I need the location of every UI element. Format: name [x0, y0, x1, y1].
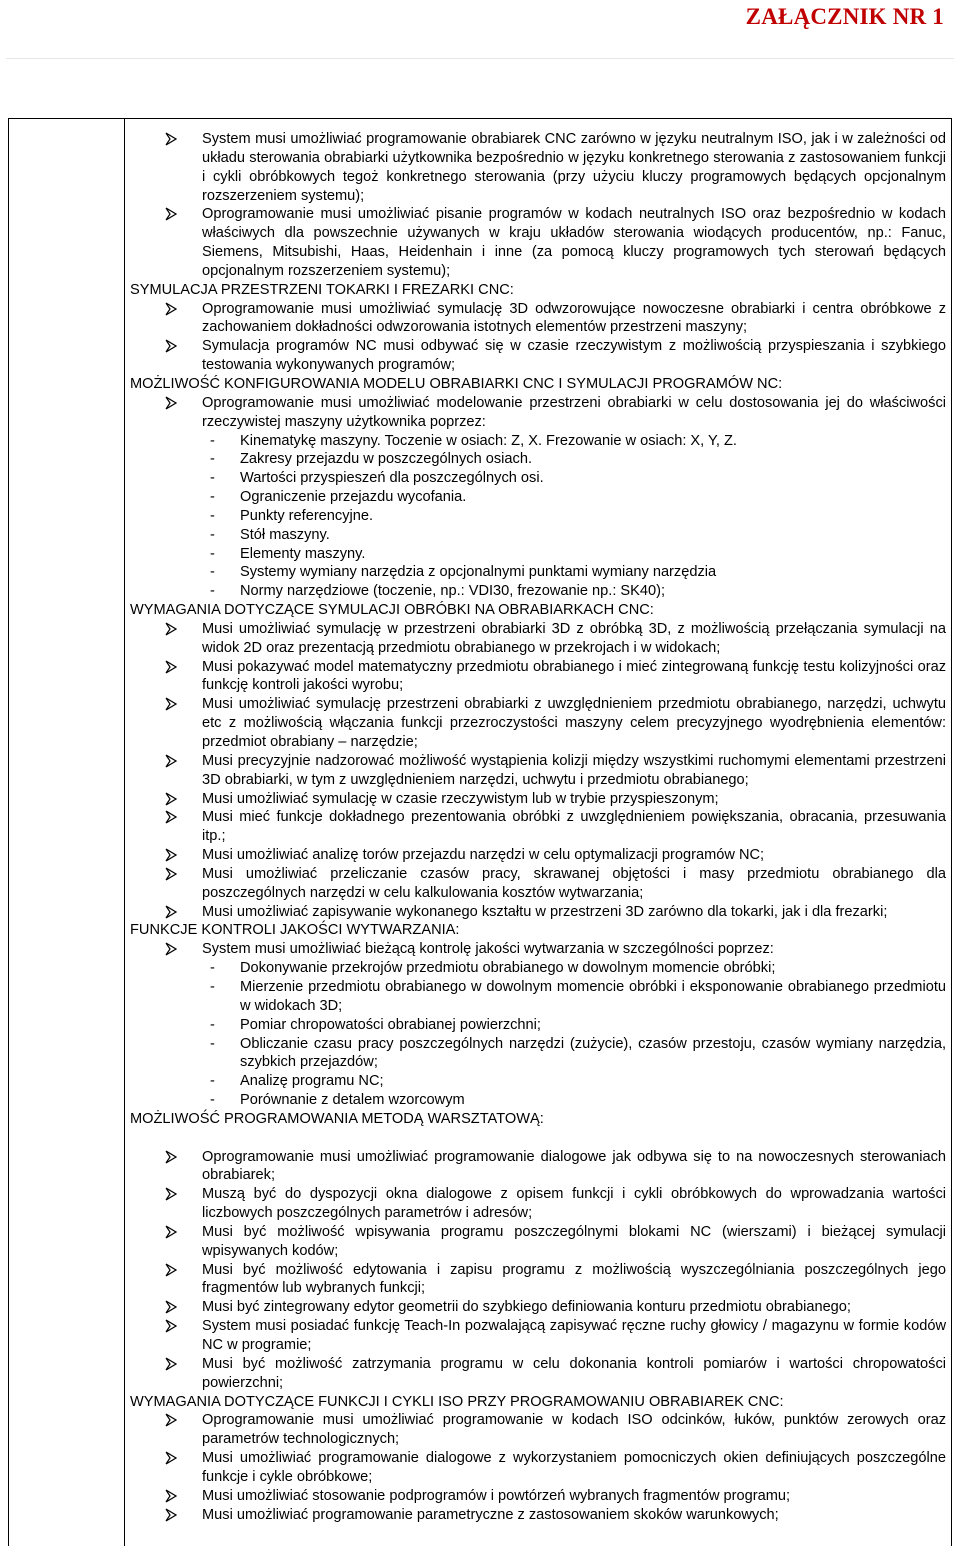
item-text: System musi umożliwiać programowanie obrabiarek CNC zarówno w języku neutralnym ISO, jak i w zależności od układu sterowania obrabiarki użytkownika bezpośrednio w języku konkretnego sterowania z zastosowaniem funkcji i cykli obróbkowych tegoż konkretnego sterowania (przy użyciu kluczy programowych będących opcjonalnym rozszerzeniem systemu); [202, 131, 946, 204]
item-text: Wartości przyspieszeń dla poszczególnych osi. [240, 470, 544, 487]
bullet-item [130, 752, 946, 790]
bullet-item [130, 1317, 946, 1355]
arrowhead-bullet-icon [165, 1187, 177, 1201]
dash-marker: - [210, 470, 215, 487]
bullet-item [130, 205, 946, 280]
dash-marker: - [210, 451, 215, 468]
item-text: Musi być możliwość edytowania i zapisu programu z możliwością wyszczególniania poszczególnych jego fragmentów lub wybranych funkcji; [202, 1261, 946, 1297]
item-text: Oprogramowanie musi umożliwiać programowanie w kodach ISO odcinków, łuków, punktów zerowych oraz parametrów technologicznych; [202, 1412, 946, 1448]
dash-marker: - [210, 1016, 215, 1033]
item-text: Musi być zintegrowany edytor geometrii do szybkiego definiowania konturu przedmiotu obrabianego; [202, 1299, 851, 1316]
item-text: Obliczanie czasu pracy poszczególnych narzędzi (zużycie), czasów przestoju, czasów wymiany narzędzia, szybkich przejazdów; [240, 1035, 946, 1071]
dash-marker: - [210, 507, 215, 524]
item-text: Stół maszyny. [240, 526, 330, 543]
arrowhead-bullet-icon [165, 660, 177, 674]
dash-item [130, 488, 946, 507]
arrowhead-bullet-icon [165, 697, 177, 711]
item-text: Musi umożliwiać stosowanie podprogramów i powtórzeń wybranych fragmentów programu; [202, 1487, 791, 1504]
item-text: Normy narzędziowe (toczenie, np.: VDI30, frezowanie np.: SK40); [240, 583, 666, 600]
arrowhead-bullet-icon [165, 207, 177, 221]
item-text: System musi umożliwiać bieżącą kontrolę jakości wytwarzania w szczególności poprzez: [202, 941, 774, 958]
bullet-item [130, 658, 946, 696]
section-heading: WYMAGANIA DOTYCZĄCE SYMULACJI OBRÓBKI NA OBRABIARKACH CNC: [130, 602, 654, 619]
item-text: System musi posiadać funkcję Teach-In pozwalającą zapisywać ręczne ruchy głowicy / magazynu w formie kodów NC w programie; [202, 1318, 946, 1353]
item-text: Oprogramowanie musi umożliwiać programowanie dialogowe jak odbywa się to na nowoczesnych sterowaniach obrabiarek; [202, 1148, 946, 1184]
bullet-item [130, 1355, 946, 1393]
item-text: Musi pokazywać model matematyczny przedmiotu obrabianego i mieć zintegrowaną funkcję testu kolizyjności oraz funkcję kontroli jakości wyrobu; [202, 658, 946, 694]
column-divider [124, 119, 125, 1546]
bullet-item [130, 695, 946, 752]
item-text: Analizę programu NC; [240, 1073, 384, 1090]
arrowhead-bullet-icon [165, 339, 177, 353]
arrowhead-bullet-icon [165, 792, 177, 806]
bullet-item [130, 1506, 946, 1525]
dash-marker: - [210, 489, 215, 506]
section [130, 1110, 946, 1393]
item-text: Oprogramowanie musi umożliwiać modelowanie przestrzeni obrabiarki w celu dostosowania jej do właściwości rzeczywistej maszyny użytkownika poprzez: [202, 394, 946, 430]
bullet-item [130, 1223, 946, 1261]
section-heading: FUNKCJE KONTROLI JAKOŚCI WYTWARZANIA: [130, 922, 460, 939]
item-text: Zakresy przejazdu w poszczególnych osiach. [240, 451, 533, 468]
arrowhead-bullet-icon [165, 622, 177, 636]
item-text: Kinematykę maszyny. Toczenie w osiach: Z, X. Frezowanie w osiach: X, Y, Z. [240, 432, 737, 449]
dash-item [130, 545, 946, 564]
item-text: Systemy wymiany narzędzia z opcjonalnymi punktami wymiany narzędzia [240, 564, 717, 581]
section [130, 601, 946, 921]
item-text: Musi umożliwiać analizę torów przejazdu narzędzi w celu optymalizacji programów NC; [202, 847, 765, 864]
bullet-item [130, 620, 946, 658]
bullet-item [130, 790, 946, 809]
dash-item [130, 959, 946, 978]
item-text: Musi mieć funkcje dokładnego prezentowania obróbki z uwzględnieniem powiększania, obracania, przesuwania itp.; [202, 809, 946, 845]
bullet-item [130, 130, 946, 205]
dash-marker: - [210, 1073, 215, 1090]
bullet-item [130, 337, 946, 375]
bullet-item [130, 1185, 946, 1223]
item-text: Oprogramowanie musi umożliwiać symulację 3D odwzorowujące nowoczesne obrabiarki i centra obróbkowe z zachowaniem dokładności odwzorowania istotnych elementów przestrzeni maszyny; [202, 300, 946, 336]
arrowhead-bullet-icon [165, 848, 177, 862]
arrowhead-bullet-icon [165, 1357, 177, 1371]
section-heading: MOŻLIWOŚĆ PROGRAMOWANIA METODĄ WARSZTATOWĄ: [130, 1110, 544, 1127]
dash-item [130, 1016, 946, 1035]
dash-marker: - [210, 526, 215, 543]
bullet-item [130, 865, 946, 903]
arrowhead-bullet-icon [165, 905, 177, 919]
item-text: Muszą być do dyspozycji okna dialogowe z opisem funkcji i cykli obróbkowych do wprowadzania wartości liczbowych poszczególnych parametrów i adresów; [202, 1186, 946, 1222]
section [130, 375, 946, 601]
bullet-item [130, 903, 946, 922]
item-text: Musi umożliwiać symulację w przestrzeni obrabiarki 3D z obróbką 3D, z możliwością przełączania symulacji na widok 2D oraz prezentacją przedmiotu obrabianego w przekrojach i w widokach; [202, 620, 946, 656]
arrowhead-bullet-icon [165, 1413, 177, 1427]
bullet-item [130, 808, 946, 846]
section-heading: MOŻLIWOŚĆ KONFIGUROWANIA MODELU OBRABIARKI CNC I SYMULACJI PROGRAMÓW NC: [130, 375, 783, 392]
dash-marker: - [210, 960, 215, 977]
dash-marker: - [210, 1035, 215, 1052]
bullet-item [130, 300, 946, 338]
section-heading: WYMAGANIA DOTYCZĄCE FUNKCJI I CYKLI ISO PRZY PROGRAMOWANIU OBRABIAREK CNC: [130, 1393, 784, 1410]
dash-item [130, 1072, 946, 1091]
dash-item [130, 978, 946, 1016]
bullet-item [130, 1449, 946, 1487]
item-text: Musi umożliwiać programowanie dialogowe z wykorzystaniem pomocniczych okien definiujących poszczególne funkcje i cykle obróbkowe; [202, 1450, 946, 1485]
item-text: Musi być możliwość wpisywania programu poszczególnymi blokami NC (wierszami) i bieżącej symulacji wpisywanych kodów; [202, 1223, 946, 1259]
dash-item [130, 469, 946, 488]
item-text: Musi umożliwiać przeliczanie czasów pracy, skrawanej objętości i masy przedmiotu obrabianego dla poszczególnych narzędzi w celu kalkulowania kosztów wytwarzania; [202, 865, 946, 901]
item-text: Punkty referencyjne. [240, 507, 374, 524]
section [130, 1393, 946, 1525]
arrowhead-bullet-icon [165, 867, 177, 881]
item-text: Musi być możliwość zatrzymania programu w celu dokonania kontroli pomiarów i wartości chropowatości powierzchni; [202, 1355, 946, 1391]
dash-item [130, 1035, 946, 1073]
dash-item [130, 1091, 946, 1110]
bullet-item [130, 846, 946, 865]
bullet-item [130, 1487, 946, 1506]
arrowhead-bullet-icon [165, 1263, 177, 1277]
dash-item [130, 526, 946, 545]
arrowhead-bullet-icon [165, 1225, 177, 1239]
arrowhead-bullet-icon [165, 754, 177, 768]
dash-item [130, 563, 946, 582]
section [130, 130, 946, 281]
item-text: Mierzenie przedmiotu obrabianego w dowolnym momencie obróbki i eksponowanie obrabianego przedmiotu w widokach 3D; [240, 978, 946, 1014]
item-text: Ograniczenie przejazdu wycofania. [240, 489, 467, 506]
item-text: Musi umożliwiać symulację przestrzeni obrabiarki z uwzględnieniem przedmiotu obrabianego, narzędzi, uchwytu etc z możliwością włączania funkcji przezroczystości maszyny celem precyzyjnego wyodrębnienia elementów: przedmiot obrabiany – narzędzie; [202, 696, 946, 750]
dash-marker: - [210, 978, 215, 995]
dash-item [130, 450, 946, 469]
item-text: Musi umożliwiać programowanie parametryczne z zastosowaniem skoków warunkowych; [202, 1506, 779, 1523]
requirements-content [130, 130, 946, 1524]
arrowhead-bullet-icon [165, 1489, 177, 1503]
item-text: Porównanie z detalem wzorcowym [240, 1092, 465, 1109]
bullet-item [130, 1261, 946, 1299]
dash-item [130, 432, 946, 451]
arrowhead-bullet-icon [165, 302, 177, 316]
item-text: Symulacja programów NC musi odbywać się w czasie rzeczywistym z możliwością przyspieszania i szybkiego testowania wykonywanych programów; [202, 338, 946, 374]
dash-marker: - [210, 1092, 215, 1109]
requirements-table [8, 118, 952, 1546]
arrowhead-bullet-icon [165, 1508, 177, 1522]
arrowhead-bullet-icon [165, 1451, 177, 1465]
bullet-item [130, 1148, 946, 1186]
item-text: Musi umożliwiać zapisywanie wykonanego kształtu w przestrzeni 3D zarówno dla tokarki, jak i dla frezarki; [202, 903, 888, 920]
arrowhead-bullet-icon [165, 132, 177, 146]
item-text: Musi precyzyjnie nadzorować możliwość wystąpienia kolizji między wszystkimi ruchomymi elementami przestrzeni 3D obrabiarki, w tym z uwzględnieniem narzędzi, uchwytu i przedmiotu obrabianego; [202, 752, 946, 788]
arrowhead-bullet-icon [165, 810, 177, 824]
bullet-item [130, 1411, 946, 1449]
bullet-item [130, 940, 946, 959]
section [130, 921, 946, 1109]
dash-marker: - [210, 564, 215, 581]
page-title: ZAŁĄCZNIK NR 1 [745, 4, 944, 29]
bullet-item [130, 394, 946, 432]
dash-marker: - [210, 583, 215, 600]
arrowhead-bullet-icon [165, 1300, 177, 1314]
section-heading: SYMULACJA PRZESTRZENI TOKARKI I FREZARKI CNC: [130, 281, 514, 298]
section [130, 281, 946, 375]
arrowhead-bullet-icon [165, 396, 177, 410]
dash-item [130, 582, 946, 601]
dash-marker: - [210, 432, 215, 449]
arrowhead-bullet-icon [165, 942, 177, 956]
arrowhead-bullet-icon [165, 1319, 177, 1333]
dash-marker: - [210, 545, 215, 562]
bullet-item [130, 1298, 946, 1317]
item-text: Pomiar chropowatości obrabianej powierzchni; [240, 1016, 541, 1033]
dash-item [130, 507, 946, 526]
item-text: Dokonywanie przekrojów przedmiotu obrabianego w dowolnym momencie obróbki; [240, 960, 776, 977]
header-divider [6, 58, 954, 59]
item-text: Oprogramowanie musi umożliwiać pisanie programów w kodach neutralnych ISO oraz bezpośrednio w kodach właściwych dla powszechnie używanych w kraju układów sterowania wiodących producentów, np.: Fanuc, Siemens, Mitsubishi, Haas, Heidenhain i inne (za pomocą kluczy programowych tych sterowań będących opcjonalnym rozszerzeniem systemu); [202, 206, 946, 279]
item-text: Musi umożliwiać symulację w czasie rzeczywistym lub w trybie przyspieszonym; [202, 790, 719, 807]
item-text: Elementy maszyny. [240, 545, 366, 562]
arrowhead-bullet-icon [165, 1150, 177, 1164]
